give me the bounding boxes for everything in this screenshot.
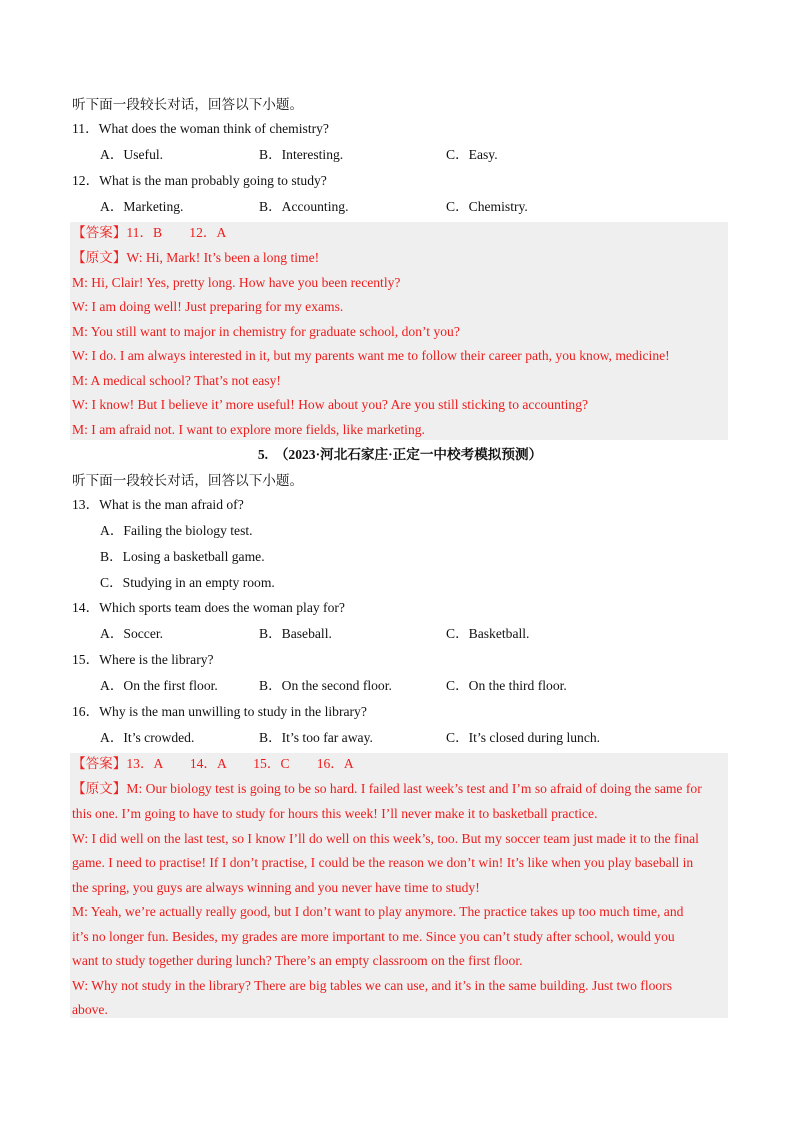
section-heading: 5. （2023·河北石家庄·正定一中校考模拟预测） <box>257 447 543 462</box>
question-13: 13．What is the man afraid of? <box>72 497 244 512</box>
answer-key-1: 【答案】11．B 12．A <box>72 225 227 240</box>
transcript-line: W: I am doing well! Just preparing for my exams. <box>72 299 344 314</box>
transcript-line: M: Yeah, we’re actually really good, but I don’t want to play anymore. The practice takes up too much time, and <box>72 904 684 919</box>
q15-option-c: C．On the third floor. <box>446 678 567 693</box>
transcript-line: 【原文】M: Our biology test is going to be so hard. I failed last week’s test and I’m so afraid of doing the same for <box>72 781 702 796</box>
q16-option-b: B．It’s too far away. <box>259 730 373 745</box>
q13-option-b: B．Losing a basketball game. <box>100 549 265 564</box>
q14-option-c: C．Basketball. <box>446 626 530 641</box>
transcript-line: the spring, you guys are always winning and you never have time to study! <box>72 880 480 895</box>
q14-option-a: A．Soccer. <box>100 626 164 641</box>
q11-option-a: A．Useful. <box>100 147 164 162</box>
q12-option-c: C．Chemistry. <box>446 199 528 214</box>
transcript-line: M: Hi, Clair! Yes, pretty long. How have you been recently? <box>72 275 401 290</box>
transcript-line: this one. I’m going to have to study for hours this week! I’ll never make it to basketball practice. <box>72 806 598 821</box>
question-16: 16．Why is the man unwilling to study in the library? <box>72 704 367 719</box>
transcript-line: M: A medical school? That’s not easy! <box>72 373 281 388</box>
transcript-line: M: I am afraid not. I want to explore more fields, like marketing. <box>72 422 425 437</box>
transcript-line: W: I know! But I believe it’ more useful! How about you? Are you still sticking to accounting? <box>72 397 589 412</box>
question-14: 14．Which sports team does the woman play for? <box>72 600 345 615</box>
q14-option-b: B．Baseball. <box>259 626 332 641</box>
q13-option-c: C．Studying in an empty room. <box>100 575 275 590</box>
section-intro: 听下面一段较长对话，回答以下小题。 <box>72 473 304 488</box>
q12-option-b: B．Accounting. <box>259 199 349 214</box>
transcript-line: it’s no longer fun. Besides, my grades are more important to me. Since you can’t study after school, would you <box>72 929 675 944</box>
transcript-line: 【原文】W: Hi, Mark! It’s been a long time! <box>72 250 320 265</box>
transcript-line: above. <box>72 1002 108 1017</box>
question-12: 12．What is the man probably going to study? <box>72 173 327 188</box>
q11-option-b: B．Interesting. <box>259 147 344 162</box>
transcript-line: M: You still want to major in chemistry for graduate school, don’t you? <box>72 324 460 339</box>
section-intro: 听下面一段较长对话，回答以下小题。 <box>72 97 304 112</box>
q16-option-a: A．It’s crowded. <box>100 730 195 745</box>
transcript-line: W: I did well on the last test, so I know I’ll do well on this week’s, too. But my soccer team just made it to the final <box>72 831 699 846</box>
q11-option-c: C．Easy. <box>446 147 498 162</box>
q12-option-a: A．Marketing. <box>100 199 184 214</box>
answer-key-2: 【答案】13．A 14．A 15．C 16．A <box>72 756 354 771</box>
transcript-line: want to study together during lunch? There’s an empty classroom on the first floor. <box>72 953 523 968</box>
q16-option-c: C．It’s closed during lunch. <box>446 730 601 745</box>
q15-option-b: B．On the second floor. <box>259 678 392 693</box>
q13-option-a: A．Failing the biology test. <box>100 523 253 538</box>
question-11: 11．What does the woman think of chemistry? <box>72 121 329 136</box>
question-15: 15．Where is the library? <box>72 652 214 667</box>
q15-option-a: A．On the first floor. <box>100 678 218 693</box>
transcript-line: game. I need to practise! If I don’t practise, I could be the reason we don’t win! It’s like when you play baseball in <box>72 855 694 870</box>
transcript-line: W: Why not study in the library? There are big tables we can use, and it’s in the same building. Just two floors <box>72 978 673 993</box>
transcript-line: W: I do. I am always interested in it, but my parents want me to follow their career path, you know, medicine! <box>72 348 670 363</box>
